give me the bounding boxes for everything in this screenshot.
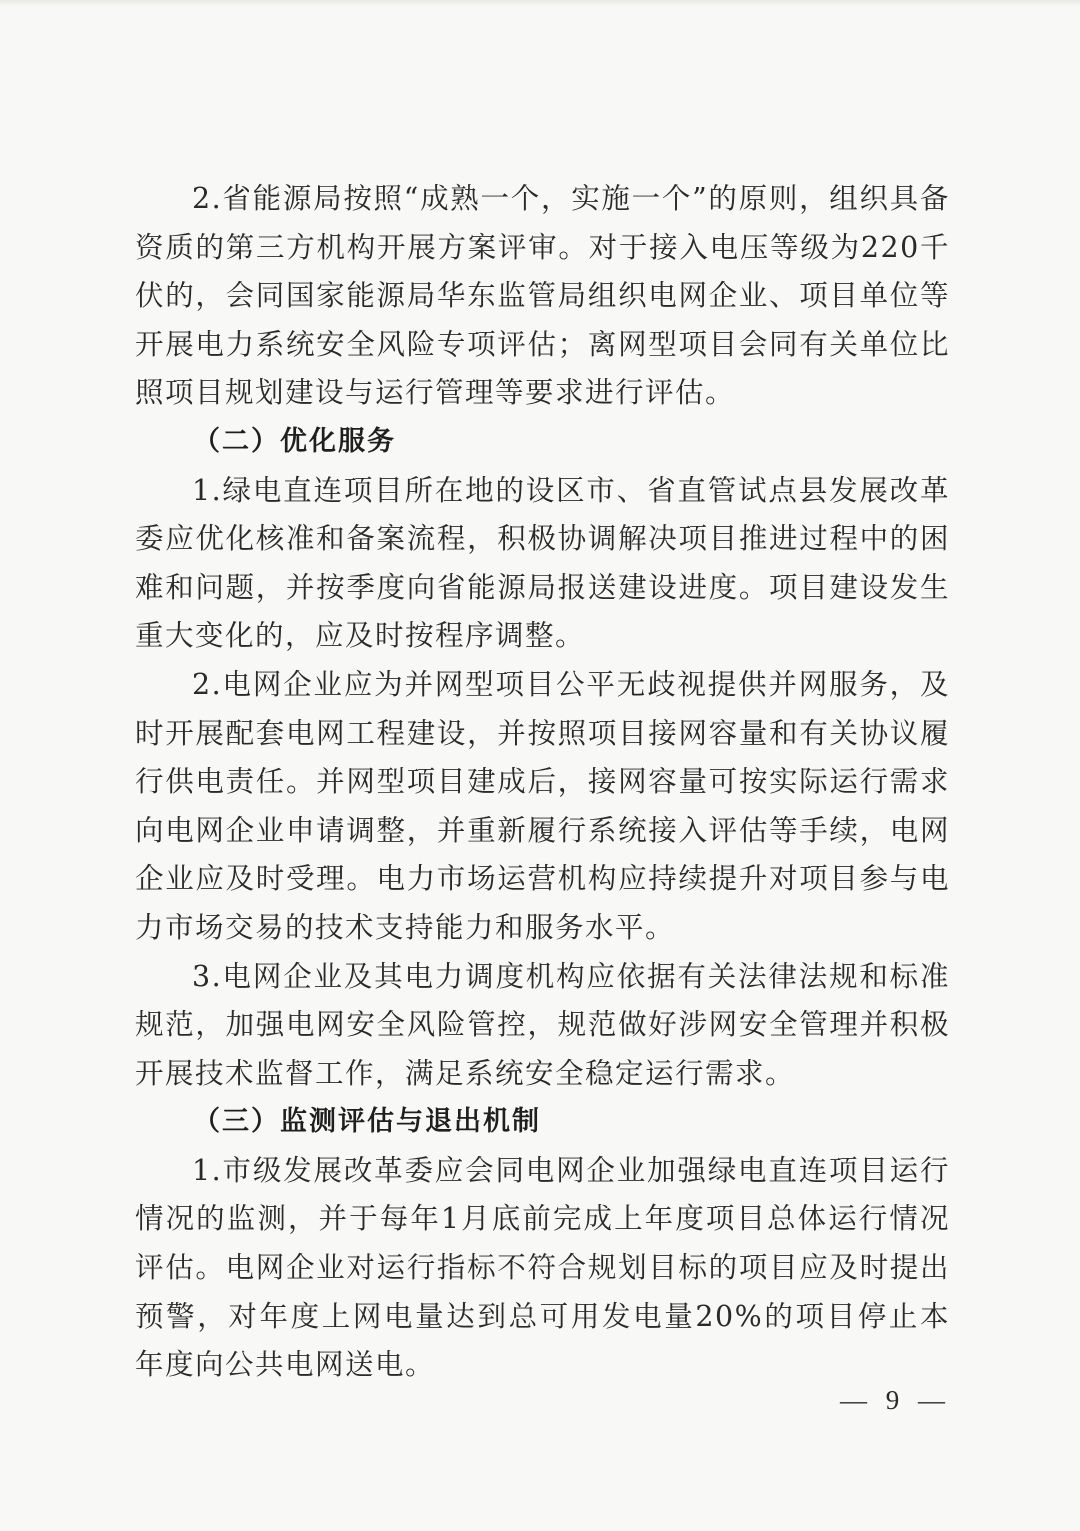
paragraph-2-review: 2.省能源局按照“成熟一个，实施一个”的原则，组织具备资质的第三方机构开展方案评审。对于接入电压等级为220千伏的，会同国家能源局华东监管局组织电网企业、项目单位等开展电力系统安全风险专项评估；离网型项目会同有关单位比照项目规划建设与运行管理等要求进行评估。: [135, 182, 950, 410]
section-heading-monitoring: （三）监测评估与退出机制: [193, 1106, 541, 1138]
paragraph-3-grid-safety: 3.电网企业及其电力调度机构应依据有关法律法规和标准规范，加强电网安全风险管控，规范做好涉网安全管理并积极开展技术监督工作，满足系统安全稳定运行需求。: [135, 959, 950, 1090]
scan-top-edge: [0, 0, 1080, 6]
paragraph-2-grid-service: 2.电网企业应为并网型项目公平无歧视提供并网服务，及时开展配套电网工程建设，并按照项目接网容量和有关协议履行供电责任。并网型项目建成后，接网容量可按实际运行需求向电网企业申请调整，并重新履行系统接入评估等手续，电网企业应及时受理。电力市场运营机构应持续提升对项目参与电力市场交易的技术支持能力和服务水平。: [135, 667, 950, 944]
paragraph-1-monitoring: 1.市级发展改革委应会同电网企业加强绿电直连项目运行情况的监测，并于每年1月底前完成上年度项目总体运行情况评估。电网企业对运行指标不符合规划目标的项目应及时提出预警，对年度上网电量达到总可用发电量20%的项目停止本年度向公共电网送电。: [135, 1153, 950, 1382]
section-heading-optimize-service: （二）优化服务: [193, 425, 396, 457]
page-number: — 9 —: [840, 1385, 951, 1415]
paragraph-1-approval: 1.绿电直连项目所在地的设区市、省直管试点县发展改革委应优化核准和备案流程，积极协调解决项目推进过程中的困难和问题，并按季度向省能源局报送建设进度。项目建设发生重大变化的，应及时按程序调整。: [135, 473, 950, 653]
document-body: [135, 175, 950, 1390]
